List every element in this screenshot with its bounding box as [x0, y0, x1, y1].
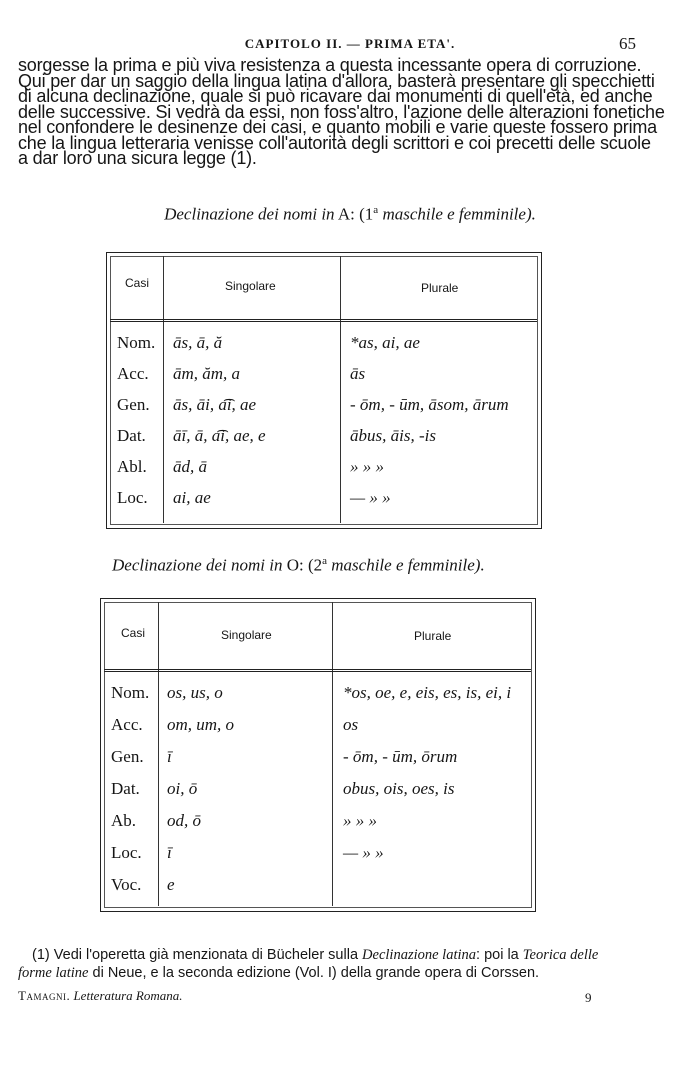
footnote-line-2: [18, 964, 632, 982]
singolare-cell: ām, ăm, a: [173, 364, 241, 383]
footnote-line-1: [18, 946, 632, 964]
signature-work: Letteratura Romana.: [73, 988, 183, 1003]
signature-number: 9: [585, 990, 592, 1005]
declension-table-a: [106, 252, 542, 529]
case-cell: Dat.: [117, 426, 146, 445]
singolare-cell: om, um, o: [167, 715, 235, 734]
caption-letter: O: [286, 555, 299, 575]
col-header-casi: Casi: [125, 276, 150, 290]
footnote-text: di Neue, e la seconda edizione (Vol. I) della grande opera di Corssen.: [92, 965, 540, 981]
col-header-singolare: Singolare: [221, 628, 272, 642]
table-inner-frame: [110, 256, 538, 525]
text-line: che la lingua letteraria venisse coll'autorità degli scrittori e coi precetti delle scuole: [18, 132, 651, 153]
col-header-singolare: Singolare: [225, 279, 276, 293]
caption-paren: : (1: [350, 204, 374, 224]
plurale-cell: ās: [350, 364, 366, 383]
text-line: a dar loro una sicura legge (1).: [18, 148, 257, 168]
case-cell: Acc.: [111, 715, 143, 734]
singolare-cell: ās, āi, a͡i, ae: [173, 395, 257, 414]
singolare-cell: āī, ā, a͡i, ae, e: [173, 426, 266, 445]
col-header-plurale: Plurale: [421, 281, 459, 295]
declension-table-o: [100, 598, 536, 912]
footnote-title: Declinazione latina: [362, 947, 477, 963]
col-header-plurale: Plurale: [414, 629, 452, 643]
caption-sup: a: [322, 555, 328, 567]
plurale-cell: *os, oe, e, eis, es, is, ei, i: [343, 683, 512, 702]
caption-text-end: maschile e femminile).: [331, 555, 485, 575]
case-cell: Gen.: [117, 395, 150, 414]
plurale-cell: - ōm, - ūm, āsom, ārum: [350, 395, 509, 414]
plurale-cell: » » »: [343, 811, 377, 830]
text-line: nel confondere le desinenze dei casi, e quanto mobili e varie queste fossero prima: [18, 117, 657, 137]
singolare-cell: oi, ō: [167, 779, 198, 798]
table1-caption: [0, 204, 700, 225]
caption-text: Declinazione dei nomi in: [164, 204, 335, 224]
plurale-cell: os: [343, 715, 359, 734]
caption-text-end: maschile e femminile).: [382, 204, 536, 224]
footnote-title: forme latine: [18, 965, 89, 981]
footnote-text: Vedi l'operetta già menzionata di Bücheler sulla: [53, 947, 359, 963]
plurale-cell: » » »: [350, 457, 384, 476]
text-line: sorgesse la prima e più viva resistenza a questa incessante opera di corruzione.: [18, 55, 642, 75]
header-rule: [110, 319, 537, 322]
table2-caption: [112, 555, 700, 576]
running-header: [0, 34, 700, 56]
singolare-cell: ai, ae: [173, 488, 211, 507]
header-rule: [104, 669, 531, 672]
text-line: Qui per dar un saggio della lingua latina d'allora, basterà presentare gli specchietti: [18, 70, 655, 91]
column-divider: [332, 602, 333, 906]
caption-letter: A: [337, 204, 351, 224]
column-divider: [340, 256, 341, 523]
caption-sup: a: [373, 204, 379, 216]
caption-text: Declinazione dei nomi in: [112, 555, 283, 575]
case-cell: Abl.: [117, 457, 147, 476]
case-cell: Ab.: [111, 811, 137, 830]
plurale-cell: *as, ai, ae: [350, 333, 420, 352]
caption-paren: : (2: [298, 555, 323, 575]
singolare-cell: ād, ā: [173, 457, 207, 476]
singolare-cell: od, ō: [167, 811, 201, 830]
footnote: [18, 946, 632, 982]
footnote-number: (1): [32, 947, 50, 963]
chapter-title: CAPITOLO II. — PRIMA ETA'.: [244, 36, 456, 51]
singolare-cell: ī: [167, 747, 172, 766]
singolare-cell: os, us, o: [167, 683, 223, 702]
column-divider: [158, 602, 159, 906]
case-cell: Gen.: [111, 747, 144, 766]
plurale-cell: ābus, āis, -is: [350, 426, 436, 445]
body-paragraph: [18, 55, 665, 168]
footnote-title: Teorica delle: [522, 947, 599, 963]
case-cell: Dat.: [111, 779, 140, 798]
text-line: di alcuna declinazione, quale si può ricavare dai monumenti di quell'età, ed anche: [18, 86, 653, 106]
plurale-cell: — » »: [350, 488, 391, 507]
plurale-cell: — » »: [343, 843, 384, 862]
case-cell: Loc.: [117, 488, 148, 507]
column-divider: [163, 256, 164, 523]
case-cell: Nom.: [117, 333, 156, 352]
text-line: delle successive. Si vedrà da essi, non foss'altro, l'azione delle alterazioni fonetiche: [18, 101, 665, 122]
signature-author: Tamagni.: [18, 988, 71, 1003]
case-cell: Voc.: [111, 875, 142, 894]
singolare-cell: e: [167, 875, 175, 894]
singolare-cell: ās, ā, ă: [173, 333, 223, 352]
case-cell: Acc.: [117, 364, 149, 383]
case-cell: Nom.: [111, 683, 150, 702]
singolare-cell: ī: [167, 843, 172, 862]
page-number: 65: [619, 34, 636, 53]
col-header-casi: Casi: [121, 626, 146, 640]
case-cell: Loc.: [111, 843, 142, 862]
footnote-text: : poi la: [476, 947, 519, 963]
printer-signature: [18, 988, 183, 1004]
plurale-cell: obus, ois, oes, is: [343, 779, 455, 798]
plurale-cell: - ōm, - ūm, ōrum: [343, 747, 458, 766]
